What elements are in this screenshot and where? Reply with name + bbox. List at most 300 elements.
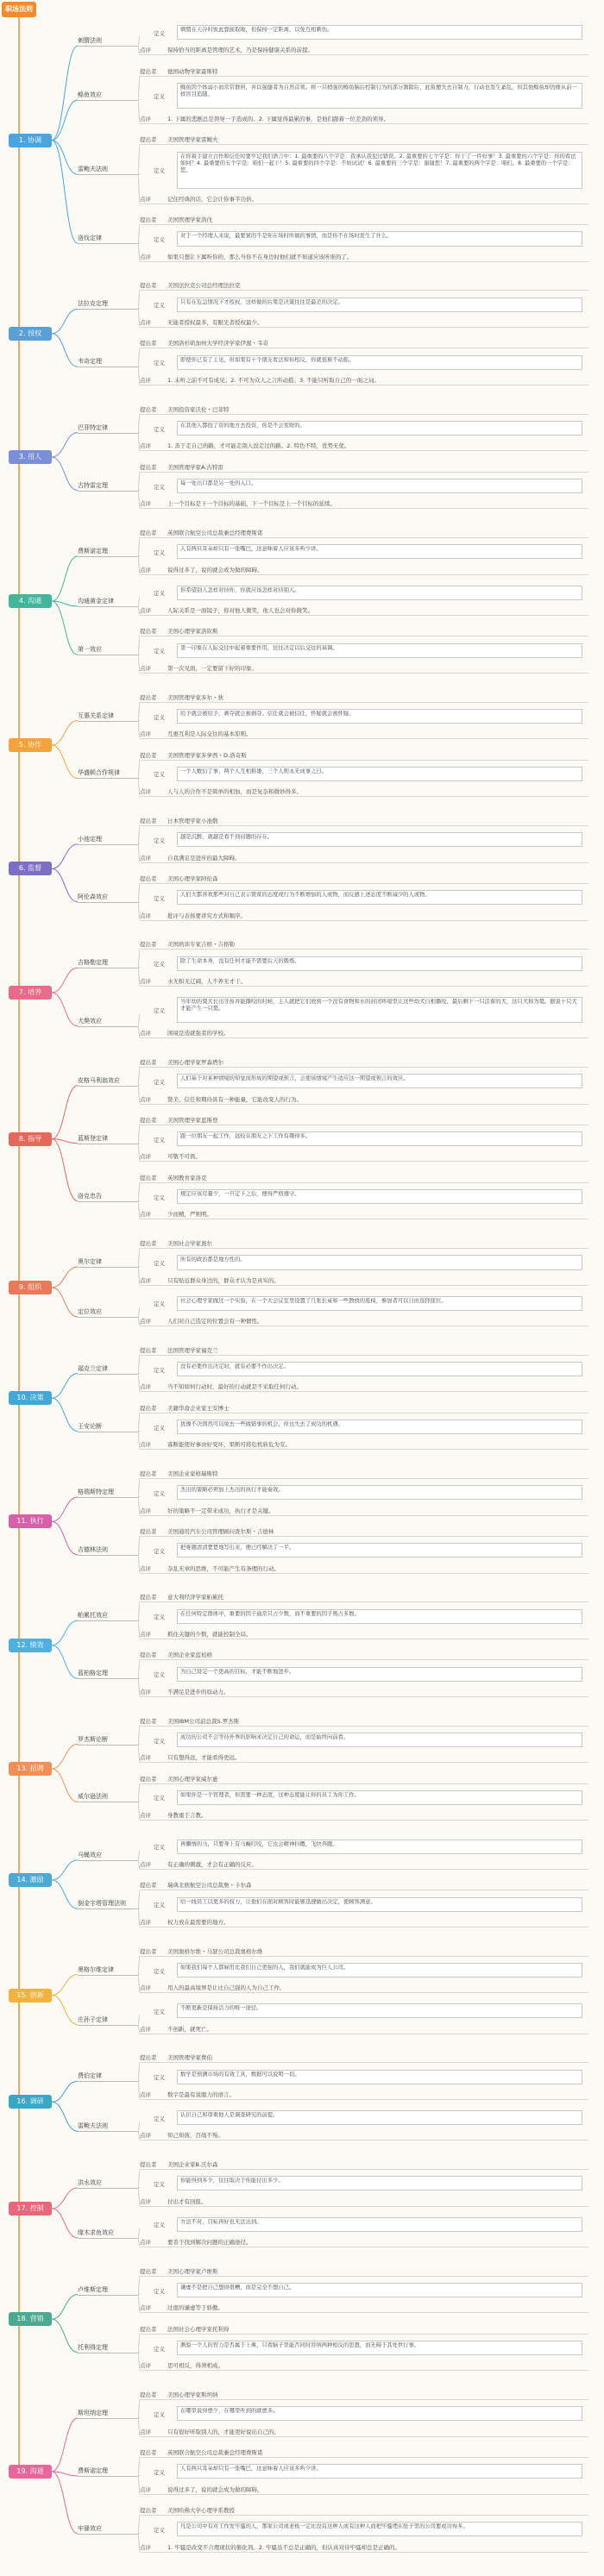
law-node[interactable]: 费斯诺定理 (78, 548, 138, 557)
sub-key: 提出者 (140, 1882, 157, 1890)
definition-text: 数学是预测市场的有效工具，数据可以说明一切。 (180, 2071, 300, 2078)
sub-key: 定义 (154, 648, 165, 655)
row-underline (140, 1573, 588, 1574)
sub-value: 日本管理学家小池敬 (167, 818, 218, 825)
definition-text: 凡是公司中有对工作发牢骚的人，那家公司或老板一定比没有这种人或有这种人而把牢骚埋在肚子里的公司要成功得多。 (180, 2523, 469, 2530)
sub-value: 赞美、信任和期待具有一种能量，它能改变人的行为。 (167, 1095, 302, 1103)
law-node[interactable]: 互惠关系定律 (78, 712, 138, 722)
sub-key: 点评 (140, 1812, 151, 1820)
sub-key: 定义 (154, 167, 165, 175)
row-underline (140, 673, 588, 674)
sub-value: 用人的最高境界是让比自己强的人为自己工作。 (167, 1984, 286, 1992)
sub-key: 定义 (154, 1671, 165, 1679)
sub-key: 定义 (154, 235, 165, 243)
law-node[interactable]: 刺猬法则 (78, 37, 138, 47)
sub-key: 定义 (154, 29, 165, 37)
law-node[interactable]: 雷鲍夫法则 (78, 2122, 138, 2132)
definition-box (177, 2110, 582, 2125)
sub-key: 提出者 (140, 1528, 157, 1536)
row-underline (140, 1515, 588, 1516)
sub-key: 定义 (154, 1737, 165, 1745)
row-underline (140, 537, 588, 538)
law-node[interactable]: 威尔逊法则 (78, 1793, 138, 1802)
category-node[interactable]: 19. 沟通 (9, 2465, 52, 2479)
sub-value: 如果只想让下属听你的，那么当你不在身边时他们就不知道应该听谁的了。 (167, 253, 353, 260)
sub-key: 定义 (154, 2410, 165, 2418)
sub-key: 定义 (154, 1136, 165, 1144)
definition-box (177, 479, 582, 493)
sub-value: 只有贴近群众身边的，群众才认为是真实的。 (167, 1276, 280, 1284)
sub-key: 提出者 (140, 282, 157, 290)
sub-value: 美国投资家沃伦・巴菲特 (167, 405, 230, 413)
definition-box (177, 1131, 582, 1146)
sub-key: 提出者 (140, 2449, 157, 2457)
row-underline (140, 1726, 588, 1727)
sub-value: 美国心理学家洛钦斯 (167, 628, 218, 636)
sub-key: 点评 (140, 2428, 151, 2435)
definition-text: 每一处出口都是另一处的入口。 (180, 479, 257, 486)
sub-key: 点评 (140, 2239, 151, 2247)
sub-value: 1. 善于走自己的路，才可能走别人没走过的路。2. 特色不特，优势无优。 (167, 442, 350, 450)
law-node[interactable]: 洛伐定律 (78, 235, 138, 244)
definition-text: 再懒惰的马，只要身上有马蝇叮咬，它也会精神抖擞，飞快奔跑。 (180, 1840, 338, 1847)
sub-value: 寡断能使好事由好变坏，果断可将危机转危为安。 (167, 1441, 291, 1449)
definition-text: 人有两只耳朵却只有一张嘴巴，这意味着人应该多听少讲。 (180, 2466, 322, 2473)
sub-key: 定义 (154, 1301, 165, 1308)
sub-key: 定义 (154, 1795, 165, 1802)
law-node[interactable]: 法拉克定理 (78, 300, 138, 310)
sub-value: 批评与表扬要讲究方式和顺序。 (167, 912, 246, 919)
law-node[interactable]: 蓝斯登定律 (78, 1135, 138, 1144)
law-node[interactable]: 倒金字塔管理法则 (78, 1900, 138, 1909)
sub-key: 点评 (140, 912, 151, 919)
category-node[interactable]: 3. 用人 (9, 450, 52, 464)
category-node[interactable]: 15. 创新 (9, 1989, 52, 2003)
definition-box (177, 2341, 582, 2355)
sub-key: 提出者 (140, 67, 157, 75)
law-node[interactable]: 吉德林法则 (78, 1546, 138, 1556)
definition-box (177, 1733, 582, 1747)
law-node[interactable]: 费斯诺定理 (78, 2467, 138, 2477)
row-underline (140, 1820, 588, 1821)
definition-box (177, 2217, 582, 2232)
category-node[interactable]: 5. 协作 (9, 738, 52, 752)
law-node[interactable]: 托利得定理 (78, 2344, 138, 2353)
definition-text: 一个人敷衍了事，两个人互相推诿，三个人则永无成事之日。 (180, 768, 328, 774)
definition-text: 给予就会被给予，剥夺就会被剥夺。信任就会被信任，怀疑就会被怀疑。 (180, 710, 355, 717)
law-node[interactable]: 洛克忠告 (78, 1193, 138, 1202)
sub-value: 英国联合航空公司总裁兼总经理费斯诺 (167, 2449, 263, 2457)
law-node[interactable]: 吉格勒定理 (78, 959, 138, 968)
sub-key: 点评 (140, 2304, 151, 2312)
sub-key: 提出者 (140, 1947, 157, 1955)
category-node[interactable]: 16. 调研 (9, 2095, 52, 2109)
category-node[interactable]: 17. 控制 (9, 2202, 52, 2216)
definition-text: 杰出的策略必须加上杰出的执行才能奏效。 (180, 1487, 284, 1494)
definition-text: 当年幼的獒犬长出牙齿并能撕咬的时候，主人就把它们放到一个没有食物和水的封闭环境里让这些幼犬自相撕咬，最后剩下一只活着的犬，这只犬称为獒。据说十只犬才能产生一只獒。 (180, 998, 577, 1012)
sub-key: 提出者 (140, 2506, 157, 2514)
row-underline (140, 1762, 588, 1763)
law-node[interactable]: 卢维斯定理 (78, 2286, 138, 2296)
sub-key: 定义 (154, 894, 165, 902)
sub-value: 好的策略不一定带来成功，执行才是关键。 (167, 1507, 274, 1514)
law-node[interactable]: 奥尔定律 (78, 1258, 138, 1268)
definition-box (177, 997, 582, 1023)
sub-key: 定义 (154, 1902, 165, 1909)
sub-key: 提出者 (140, 1404, 157, 1412)
sub-key: 提出者 (140, 628, 157, 636)
sub-key: 提出者 (140, 2391, 157, 2399)
sub-key: 提出者 (140, 751, 157, 759)
definition-text: 成功的公司不会等待外界的影响来决定自己的命运，而是始终向前看。 (180, 1733, 349, 1740)
definition-text: 只有在危急情况下才授权，这样做的后果是决策往往是最差的决定。 (180, 298, 343, 305)
sub-value: 美国哈佛大学心理学系教授 (167, 2506, 235, 2514)
sub-key: 点评 (140, 1984, 151, 1992)
sub-value: 意大利经济学家帕累托 (167, 1594, 223, 1601)
sub-key: 点评 (140, 1631, 151, 1639)
law-node[interactable]: 费伯定律 (78, 2072, 138, 2082)
sub-key: 提出者 (140, 1594, 157, 1601)
sub-key: 提出者 (140, 693, 157, 701)
definition-text: 社会心理学家做过一个实验，在一个大会议室里设置了几张长桌和一些散放的座椅，参加者可以自由选择座位。 (180, 1297, 447, 1304)
row-underline (140, 327, 588, 328)
definition-text: 规定应该尽量少，一旦定下之后，便得严格遵守。 (180, 1191, 300, 1198)
definition-box (177, 355, 582, 370)
definition-box (177, 1667, 582, 1682)
sub-key: 提出者 (140, 941, 157, 949)
sub-key: 点评 (140, 788, 151, 796)
sub-value: 英国联合航空公司总裁兼总经理费斯诺 (167, 530, 263, 537)
law-node[interactable]: 阿伦森效应 (78, 893, 138, 903)
sub-value: 美国心理学家威尔逊 (167, 1775, 218, 1783)
sub-key: 提出者 (140, 216, 157, 224)
sub-key: 点评 (140, 1507, 151, 1514)
definition-text: 人们大都喜欢那些对自己表示赞赏的态度或行为不断增加的人或物，而反感上述态度不断减少的人或物。 (180, 892, 431, 899)
definition-box (177, 544, 582, 559)
definition-box (177, 1189, 582, 1204)
sub-key: 定义 (154, 2345, 165, 2353)
sub-value: 1. 下属的悲剧总是领导一手造成的。2. 下属觉得最累的事，是他们跟着一位差劲的领导。 (167, 116, 390, 123)
sub-value: 美国管理学家A.古特雷 (167, 463, 223, 471)
category-node[interactable]: 18. 营销 (9, 2312, 52, 2326)
definition-text: 刺猬在天冷时彼此靠拢取暖，但保持一定距离，以免互相刺伤。 (180, 27, 333, 33)
definition-box (177, 1296, 582, 1311)
sub-value: 美国培训专家吉格・吉格勒 (167, 941, 235, 949)
definition-box (177, 586, 582, 600)
law-node[interactable]: 洪水效应 (78, 2179, 138, 2189)
category-node[interactable]: 9. 组织 (9, 1281, 52, 1294)
sub-key: 定义 (154, 961, 165, 968)
definition-text: 人们基于对某种情境的知觉而形成的期望或预言，会使该情境产生适应这一期望或预言的效应。 (180, 1075, 409, 1082)
sub-value: 美籍华裔企业家王安博士 (167, 1404, 230, 1412)
definition-box (177, 1485, 582, 1500)
law-node[interactable]: 福克兰定律 (78, 1365, 138, 1375)
sub-value: 美国管理学家洛伐 (167, 216, 212, 224)
sub-key: 点评 (140, 377, 151, 385)
sub-key: 提出者 (140, 405, 157, 413)
sub-key: 提出者 (140, 1717, 157, 1725)
sub-key: 点评 (140, 1564, 151, 1572)
sub-key: 定义 (154, 2287, 165, 2295)
definition-box (177, 25, 582, 40)
definition-box (177, 83, 582, 109)
sub-value: 上一个目标是下一个目标的基础，下一个目标是上一个目标的延续。 (167, 500, 336, 508)
definition-text: 谦虚不是把自己想得很糟，而是完全不想自己。 (180, 2285, 295, 2291)
row-underline (140, 224, 588, 225)
law-node[interactable]: 帕累托效应 (78, 1612, 138, 1621)
sub-key: 提出者 (140, 136, 157, 144)
law-node[interactable]: 犬獒效应 (78, 1018, 138, 1027)
sub-key: 定义 (154, 548, 165, 556)
sub-value: 法国社会心理学家托利得 (167, 2325, 230, 2333)
row-underline (140, 760, 588, 761)
sub-value: 美国管理学家多萝西・D.洛奇斯 (167, 751, 247, 759)
sub-key: 提出者 (140, 463, 157, 471)
category-node[interactable]: 7. 培养 (9, 986, 52, 1000)
sub-key: 点评 (140, 1383, 151, 1391)
law-node[interactable]: 小池定理 (78, 836, 138, 845)
law-node[interactable]: 华盛顿合作规律 (78, 769, 138, 779)
sub-value: 德国动物学家霍斯特 (167, 67, 218, 75)
row-underline (140, 2276, 588, 2277)
sub-value: 抓住关键的少数，就能控制全局。 (167, 1631, 252, 1639)
sub-key: 定义 (154, 1547, 165, 1555)
row-underline (140, 2399, 588, 2400)
sub-value: 少而精，严则明。 (167, 1211, 212, 1219)
sub-value: 第一次见面，一定要留下好的印象。 (167, 665, 257, 673)
row-underline (140, 54, 588, 55)
sub-key: 提出者 (140, 874, 157, 882)
row-underline (140, 2206, 588, 2207)
sub-value: 困境是造就强者的学校。 (167, 1030, 230, 1037)
sub-value: 不创新，就死亡。 (167, 2025, 212, 2033)
sub-value: 记住经典的话，它会让你事半功倍。 (167, 195, 257, 203)
sub-key: 点评 (140, 2025, 151, 2033)
row-underline (140, 2169, 588, 2170)
row-underline (140, 1355, 588, 1356)
sub-key: 定义 (154, 1259, 165, 1267)
sub-value: 美国管理学家蓝斯登 (167, 1116, 218, 1124)
definition-box (177, 832, 582, 847)
sub-value: 互惠互利是人际交往的基本原则。 (167, 730, 252, 738)
law-node[interactable]: 巴菲特定律 (78, 424, 138, 434)
row-underline (140, 1696, 588, 1697)
definition-box (177, 2003, 582, 2018)
law-node[interactable]: 马蝇效应 (78, 1852, 138, 1861)
sub-key: 提出者 (140, 1775, 157, 1783)
row-underline (140, 920, 588, 921)
row-underline (140, 1182, 588, 1183)
sub-value: 不满足是进步的原动力。 (167, 1689, 230, 1695)
definition-box (177, 1074, 582, 1088)
sub-key: 点评 (140, 2132, 151, 2140)
law-node[interactable]: 庄孙子定律 (78, 2016, 138, 2026)
sub-key: 提出者 (140, 1240, 157, 1248)
category-node[interactable]: 8. 指导 (9, 1132, 52, 1146)
law-node[interactable]: 格瑞斯特定理 (78, 1489, 138, 1498)
row-underline (140, 414, 588, 415)
sub-key: 定义 (154, 2008, 165, 2015)
sub-value: 付出才有回报。 (167, 2197, 207, 2205)
sub-value: 数字是最有说服力的语言。 (167, 2091, 235, 2099)
definition-text: 你能得到多少，往往取决于你能付出多少。 (180, 2178, 284, 2184)
row-underline (140, 2494, 588, 2495)
sub-key: 点评 (140, 566, 151, 573)
sub-key: 定义 (154, 2468, 165, 2476)
sub-key: 定义 (154, 1489, 165, 1497)
sub-key: 提出者 (140, 1058, 157, 1066)
sub-key: 点评 (140, 977, 151, 985)
sub-value: 人们对自己选定的位置会有一种惯性。 (167, 1318, 263, 1326)
sub-key: 点评 (140, 1754, 151, 1762)
sub-key: 定义 (154, 2526, 165, 2534)
row-underline (140, 2436, 588, 2437)
definition-text: 即使你已有了主见，但如果有十个朋友看法和你相反，你就很难不动摇。 (180, 356, 355, 363)
sub-key: 点评 (140, 1276, 151, 1284)
sub-key: 定义 (154, 360, 165, 367)
sub-key: 定义 (154, 1967, 165, 1975)
definition-box (177, 1543, 582, 1558)
sub-value: 美国管理学家多尔・狄 (167, 693, 223, 701)
row-underline (140, 2370, 588, 2371)
sub-key: 点评 (140, 47, 151, 54)
sub-key: 点评 (140, 2362, 151, 2370)
definition-box (177, 1790, 582, 1805)
sub-value: 美国IBM公司前总裁S.罗杰斯 (167, 1717, 240, 1725)
law-node[interactable]: 雷鲍夫法则 (78, 166, 138, 175)
row-underline (140, 1067, 588, 1068)
law-node[interactable]: 罗杰斯论断 (78, 1736, 138, 1746)
law-node[interactable]: 鲦鱼效应 (78, 91, 138, 101)
sub-key: 定义 (154, 483, 165, 491)
row-underline (140, 1478, 588, 1479)
sub-key: 提出者 (140, 1652, 157, 1659)
sub-key: 提出者 (140, 2161, 157, 2169)
definition-box (177, 2176, 582, 2191)
category-node[interactable]: 6. 监督 (9, 862, 52, 875)
law-node[interactable]: 缘木求鱼效应 (78, 2229, 138, 2239)
sub-value: 英国教育家洛克 (167, 1174, 207, 1181)
row-underline (140, 825, 588, 826)
sub-key: 点评 (140, 195, 151, 203)
category-node[interactable]: 2. 授权 (9, 327, 52, 341)
sub-key: 定义 (154, 1424, 165, 1432)
law-node[interactable]: 奥格尔维定律 (78, 1966, 138, 1976)
sub-value: 美国通用汽车公司管理顾问查尔斯・吉德林 (167, 1528, 274, 1536)
definition-box (177, 2522, 582, 2536)
category-node[interactable]: 10. 决策 (9, 1391, 52, 1405)
sub-key: 提出者 (140, 1346, 157, 1354)
definition-box (177, 767, 582, 781)
law-node[interactable]: 王安论断 (78, 1423, 138, 1432)
row-underline (140, 986, 588, 987)
definition-box (177, 2464, 582, 2479)
row-underline (140, 796, 588, 797)
law-node[interactable]: 沟通黄金定律 (78, 598, 138, 607)
definition-text: 跟一位朋友一起工作，远较在朋友之下工作有趣得多。 (180, 1133, 311, 1140)
law-node[interactable]: 定位效应 (78, 1308, 138, 1318)
law-node[interactable]: 韦奇定理 (78, 358, 138, 367)
category-node[interactable]: 14. 激励 (9, 1873, 52, 1887)
row-underline (140, 508, 588, 509)
category-node[interactable]: 13. 招聘 (9, 1762, 52, 1776)
sub-key: 点评 (140, 607, 151, 615)
definition-text: 在任何特定群体中，重要的因子通常只占少数，而不重要的因子则占多数。 (180, 1610, 360, 1617)
law-node[interactable]: 斯坦纳定理 (78, 2410, 138, 2419)
definition-box (177, 421, 582, 436)
definition-text: 方法不对，目标再好也无法达到。 (180, 2218, 262, 2225)
definition-box (177, 298, 582, 312)
definition-text: 犹豫不决固然可以免去一些做错事的机会，但也失去了成功的机遇。 (180, 1421, 343, 1428)
row-underline (140, 1601, 588, 1602)
definition-text: 在哪里说得愈少，在哪里听到的就愈多。 (180, 2408, 279, 2415)
definition-box (177, 1963, 582, 1977)
sub-key: 点评 (140, 2485, 151, 2493)
law-node[interactable]: 蓝柏格定理 (78, 1670, 138, 1679)
sub-value: 美国法拉克公司总经理法拉克 (167, 282, 241, 290)
law-node[interactable]: 皮格马利翁效应 (78, 1077, 138, 1087)
sub-key: 点评 (140, 500, 151, 508)
definition-text: 测验一个人的智力是否属于上乘，只看脑子里能否同时容纳两种相反的思想，而无碍于其处世行事。 (180, 2342, 420, 2348)
definition-box (177, 2406, 582, 2421)
row-underline (140, 123, 588, 124)
sub-value: 当不知如何行动时，最好的行动就是不采取任何行动。 (167, 1383, 302, 1391)
row-underline (140, 1956, 588, 1957)
sub-value: 知己知彼，百战不殆。 (167, 2132, 223, 2140)
sub-value: 要善于找到解决问题的正确途径。 (167, 2239, 252, 2247)
sub-key: 定义 (154, 1194, 165, 1201)
sub-value: 过度的谦虚等于骄傲。 (167, 2304, 223, 2312)
sub-value: 权力放在最需要的地方。 (167, 1918, 230, 1926)
law-node[interactable]: 第一效应 (78, 646, 138, 655)
definition-box (177, 709, 582, 724)
category-node[interactable]: 12. 绩效 (9, 1639, 52, 1652)
sub-key: 点评 (140, 1318, 151, 1326)
sub-value: 说得过多了，说的就会成为做的障碍。 (167, 566, 263, 573)
sub-value: 只有很好听取别人的，才能更好说出自己的。 (167, 2428, 280, 2435)
sub-value: 美国心理学家卢维斯 (167, 2267, 218, 2275)
definition-text: 如果你是一个管理者，你需要一种态度，这种态度能让你的员工为你工作。 (180, 1791, 360, 1798)
root-node[interactable]: 职场法则 (2, 2, 36, 17)
sub-value: 只有想得远，才能看得更远。 (167, 1754, 241, 1762)
definition-box (177, 956, 582, 971)
sub-key: 提出者 (140, 1470, 157, 1478)
category-node[interactable]: 4. 沟通 (9, 594, 52, 608)
sub-key: 定义 (154, 713, 165, 721)
row-underline (140, 1783, 588, 1784)
row-underline (140, 2099, 588, 2100)
row-underline (140, 2062, 588, 2063)
law-node[interactable]: 古特雷定理 (78, 482, 138, 492)
sub-key: 点评 (140, 1689, 151, 1695)
row-underline (140, 144, 588, 145)
sub-key: 定义 (154, 2180, 165, 2188)
sub-value: 可敬不可畏。 (167, 1153, 201, 1161)
row-underline (140, 949, 588, 950)
sub-key: 定义 (154, 1614, 165, 1621)
sub-value: 美国企业家格瑞斯特 (167, 1470, 218, 1478)
law-node[interactable]: 牢骚效应 (78, 2525, 138, 2535)
sub-key: 点评 (140, 2197, 151, 2205)
category-node[interactable]: 11. 执行 (9, 1514, 52, 1528)
category-node[interactable]: 1. 协调 (9, 134, 52, 147)
sub-key: 点评 (140, 2091, 151, 2099)
sub-key: 点评 (140, 1211, 151, 1219)
sub-key: 定义 (154, 2074, 165, 2082)
definition-text: 在你着手建立合作和信任时要牢记我们语言中：1. 最重要的八个字是：我承认我犯过错误。2. 最重要的七个字是：你干了一件好事！3. 最重要的六个字是：你的看法如何？4. 最重要的五个字是：咱们一起干！5. 最重要的四个字是：不妨试试！6. 最重要的三个字是：谢谢您！7. 最重要的两个字是：咱们。8. 最重要的一个字是：您。 (180, 153, 576, 174)
sub-key: 定义 (154, 1366, 165, 1374)
sub-key: 提出者 (140, 818, 157, 825)
